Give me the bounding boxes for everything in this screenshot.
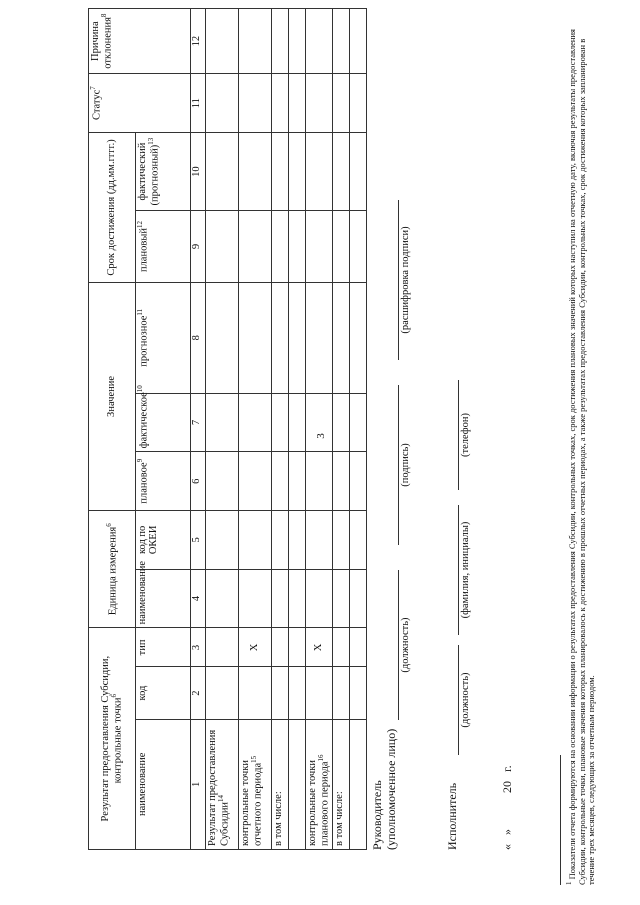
row-name: в том числе: [272,719,289,849]
sign-caption: (подпись) [400,443,411,487]
page-number: 3 [315,433,327,439]
position-line [398,570,399,720]
header-code: код [136,667,191,719]
header-reason: Причина отклонения$^8$ [89,9,191,74]
footnote-separator [560,755,561,885]
exec-position-line [458,645,459,755]
col-num: 12 [191,9,206,74]
position-caption: (должность) [400,617,411,673]
decode-caption: (расшифровка подписи) [400,226,411,334]
decode-line [398,200,399,360]
table-row [206,9,239,850]
head-sub: (уполномоченное лицо) [384,728,398,850]
header-okei: код по ОКЕИ [136,511,191,570]
header-status: Статус$^7$ [89,74,191,133]
col-num: 11 [191,74,206,133]
header-type: тип [136,628,191,667]
table-row [239,9,272,850]
date-line: « » 20 г. [500,765,514,850]
col-num: 6 [191,452,206,511]
row-name: Результат предоставления Субсидии$^{14}$ [206,719,239,849]
header-actual: фактическое$^{10}$ [136,393,191,452]
exec-name-line [458,505,459,635]
table-row-empty [289,9,306,850]
row-name: в том числе: [333,719,350,849]
column-numbers-row [191,9,206,850]
col-num: 9 [191,211,206,283]
header-value-group: Значение [89,282,136,510]
header-planned-date: плановый$^{12}$ [136,211,191,283]
header-name: наименование [136,719,191,849]
exec-name-caption: (фамилия, инициалы) [460,521,471,619]
col-num: 1 [191,719,206,849]
header-forecast: прогнозное$^{11}$ [136,282,191,393]
table-row-empty [350,9,367,850]
phone-caption: (телефон) [460,413,471,457]
header-unit-group: Единица измерения$^6$ [89,511,136,628]
header-planned: плановое$^9$ [136,452,191,511]
col-num: 5 [191,511,206,570]
row-type: X [306,628,333,667]
row-name: контрольные точки планового периода$^{16}$ [306,719,333,849]
table-row [272,9,289,850]
phone-line [458,380,459,490]
exec-position-caption: (должность) [460,672,471,728]
sign-line [398,385,399,545]
header-result-group: Результат предоставления Субсидии, контрольные точки$^6$ [89,628,136,850]
report-table [88,8,367,850]
exec-label: Исполнитель [445,782,459,850]
col-num: 10 [191,132,206,210]
head-label: Руководитель [370,780,384,850]
header-unit-name: наименование [136,569,191,628]
row-type: X [239,628,272,667]
row-name: контрольные точки отчетного периода$^{15}$ [239,719,272,849]
col-num: 2 [191,667,206,719]
col-num: 7 [191,393,206,452]
col-num: 3 [191,628,206,667]
header-deadline-group: Срок достижения (дд.мм.гггг.) [89,132,136,282]
table-row [306,9,333,850]
col-num: 4 [191,569,206,628]
col-num: 8 [191,282,206,393]
table-row [333,9,350,850]
header-actual-date: фактический (прогнозный)$^{13}$ [136,132,191,210]
footnote: $^1$ Показатели отчета формируются на основании информации о результатах предоставления Субсидии, контрольных точках, срок достижения плановых значений которых наступил на отчетную дату, включая результаты предоставления Субсидии, контрольные точки, плановые значения которых планировалось к достижению в прошлых отчетных периодах, а также результатах предоставления Субсидии, контрольных точках, срок достижения которых запланирован в течение трех месяцев, следующих за отчетным периодом. [565,29,597,885]
